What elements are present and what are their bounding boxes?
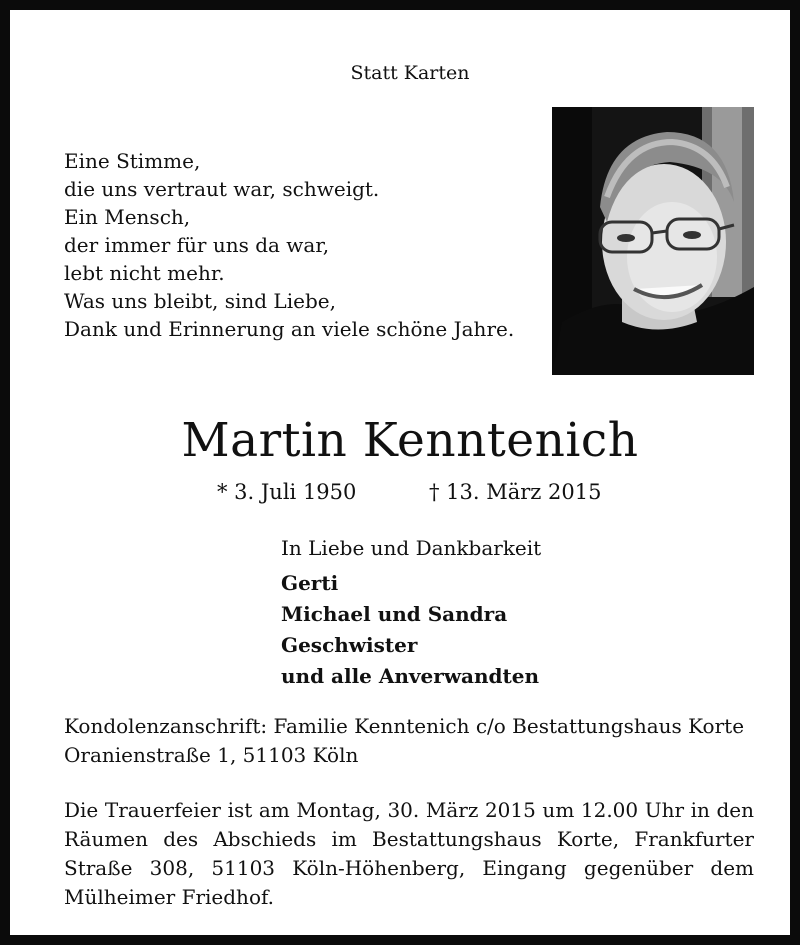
mourners-block <box>281 533 541 692</box>
portrait-photo <box>552 107 754 375</box>
condolence-address <box>64 712 754 770</box>
birth-date: * 3. Juli 1950 <box>217 480 357 504</box>
poem-line: Was uns bleibt, sind Liebe, <box>64 289 336 313</box>
deceased-name: Martin Kenntenich <box>181 413 639 468</box>
poem-line: die uns vertraut war, schweigt. <box>64 177 380 201</box>
poem-line: der immer für uns da war, <box>64 233 330 257</box>
poem-line: Ein Mensch, <box>64 205 191 229</box>
poem-line: Eine Stimme, <box>64 149 201 173</box>
condolence-line: Kondolenzanschrift: Familie Kenntenich c/o Bestattungshaus Korte <box>64 714 745 738</box>
mourner-name: und alle Anverwandten <box>281 664 540 688</box>
poem-line: lebt nicht mehr. <box>64 261 225 285</box>
funeral-info: Die Trauerfeier ist am Montag, 30. März 2015 um 12.00 Uhr in den Räumen des Abschieds im Bestattungshaus Korte, Frankfurter Straße 308, 51103 Köln-Höhenberg, Eingang gegenüber dem Mülheimer Friedhof. <box>64 798 754 909</box>
mourner-name: Michael und Sandra <box>281 602 508 626</box>
mourner-name: Gerti <box>281 571 339 595</box>
poem <box>64 147 514 343</box>
death-date: † 13. März 2015 <box>429 480 602 504</box>
poem-line: Dank und Erinnerung an viele schöne Jahre. <box>64 317 515 341</box>
mourners-lead: In Liebe und Dankbarkeit <box>281 536 542 560</box>
mourner-name: Geschwister <box>281 633 418 657</box>
condolence-line: Oranienstraße 1, 51103 Köln <box>64 743 359 767</box>
header-statt-karten: Statt Karten <box>350 62 470 84</box>
